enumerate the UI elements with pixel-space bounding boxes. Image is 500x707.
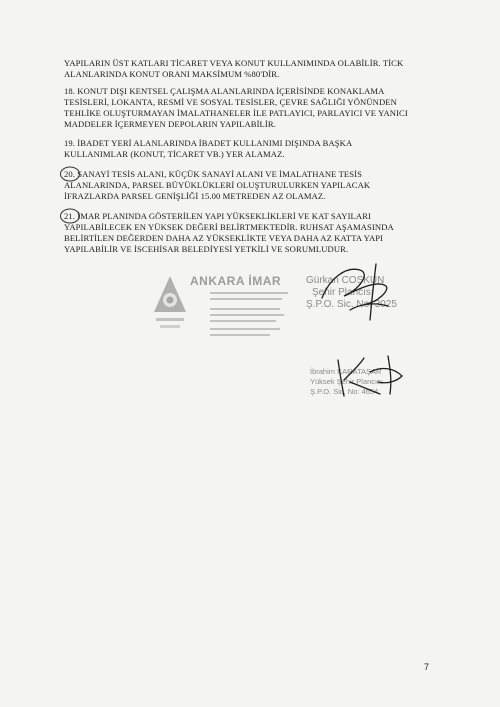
text-line: İFRAZLARDA PARSEL GENİŞLİĞİ 15.00 METREDEN AZ OLAMAZ. — [64, 191, 326, 201]
text-line: ALANLARINDA, PARSEL BÜYÜKLÜKLERİ OLUŞTURULURKEN YAPILACAK — [64, 180, 371, 190]
text-line: KULLANIMLAR (KONUT, TİCARET VB.) YER ALAMAZ. — [64, 149, 285, 159]
stamp-fine-print — [210, 314, 284, 316]
paragraph-20 — [64, 169, 444, 202]
text-line: YAPILABİLECEK EN YÜKSEK DEĞERİ BELİRTMEKTEDİR. RUHSAT AŞAMASINDA — [64, 222, 394, 232]
stamp-fine-print — [210, 328, 280, 330]
stamp-fine-print — [210, 320, 276, 322]
handwritten-signature-2 — [330, 350, 410, 402]
handwritten-signature-1 — [316, 258, 396, 326]
signatory-title: Şehir Plancısı — [312, 287, 374, 298]
signatory-registration: Ş.P.O. Sic. No: 3025 — [306, 299, 397, 310]
paragraph-19 — [64, 138, 444, 160]
page-number: 7 — [424, 662, 430, 672]
signatory-name: İbrahim KARATAŞAR — [310, 367, 382, 376]
text-line: 19. İBADET YERİ ALANLARINDA İBADET KULLANIMI DIŞINDA BAŞKA — [64, 138, 353, 148]
item-21-circle-mark — [58, 207, 82, 225]
text-line: BELİRTİLEN DEĞERDEN DAHA AZ YÜKSEKLİKTE VEYA DAHA AZ KATTA YAPI — [64, 233, 384, 243]
text-line: MADDELER İÇERMEYEN DEPOLARIN YAPILABİLİR. — [64, 119, 276, 129]
stamp-fine-print — [210, 308, 280, 310]
paragraph-17-continuation — [64, 58, 444, 80]
text-line: YAPILARIN ÜST KATLARI TİCARET VEYA KONUT KULLANIMINDA OLABİLİR. TİCK — [64, 58, 404, 68]
signatory-registration: Ş.P.O. Sic. No: 4654 — [310, 387, 379, 396]
company-stamp — [150, 270, 300, 346]
signatory-title: Yüksek Şehir Plancısı — [310, 377, 383, 386]
text-line: 21. İMAR PLANINDA GÖSTERİLEN YAPI YÜKSEKLİKLERİ VE KAT SAYILARI — [64, 211, 371, 221]
text-line: 20. SANAYİ TESİS ALANI, KÜÇÜK SANAYİ ALANI VE İMALATHANE TESİS — [64, 169, 363, 179]
signatory-name: Gürkan COŞKUN — [306, 275, 385, 286]
text-line: TEHLİKE OLUŞTURMAYAN İMALATHANELER İLE PATLAYICI, PARLAYICI VE YANICI — [64, 108, 408, 118]
text-line: 18. KONUT DIŞI KENTSEL ÇALIŞMA ALANLARINDA İÇERİSİNDE KONAKLAMA — [64, 86, 385, 96]
stamp-fine-print — [210, 292, 288, 294]
text-line: TESİSLERİ, LOKANTA, RESMİ VE SOSYAL TESİSLER, ÇEVRE SAĞLIĞI YÖNÜNDEN — [64, 97, 397, 107]
paragraph-18 — [64, 86, 444, 130]
item-20-circle-mark — [58, 165, 82, 183]
text-line: ALANLARINDA KONUT ORANI MAKSİMUM %80'DİR. — [64, 69, 280, 79]
paragraph-21 — [64, 211, 444, 255]
stamp-brand-text: ANKARA İMAR — [190, 274, 282, 288]
text-line: YAPILABİLİR VE İSCEHİSAR BELEDİYESİ YETKİLİ VE SORUMLUDUR. — [64, 244, 349, 254]
ankara-imar-logo-icon — [152, 274, 188, 340]
stamp-fine-print — [210, 298, 282, 300]
stamp-fine-print — [210, 334, 270, 336]
